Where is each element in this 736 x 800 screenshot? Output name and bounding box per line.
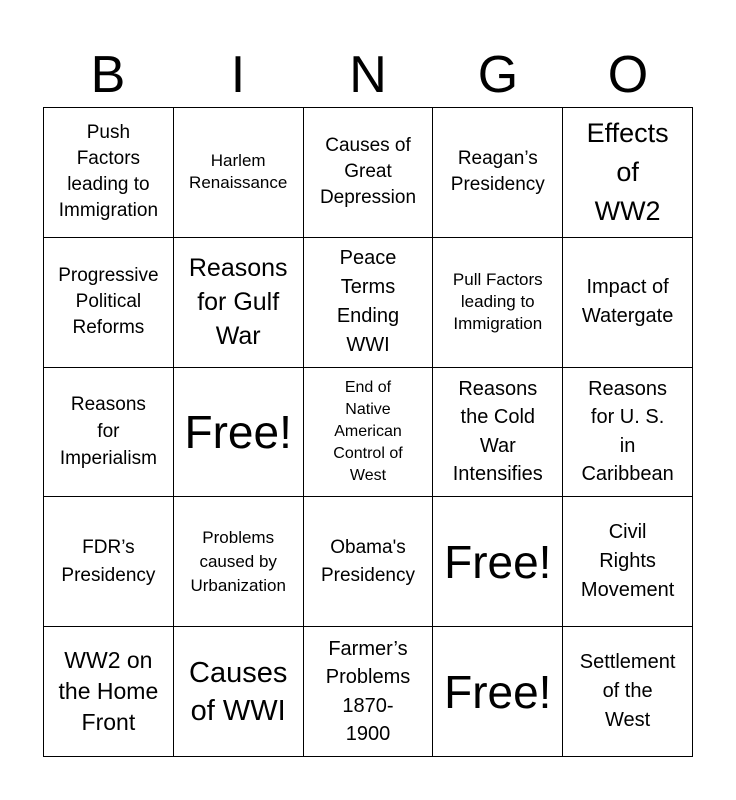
bingo-cell-r3-c3[interactable]	[304, 368, 434, 498]
cell-label: Reasons the Cold War Intensifies	[452, 377, 543, 486]
cell-label: Reagan’s Presidency	[450, 148, 545, 196]
header-letter-o: O	[607, 46, 649, 104]
bingo-cell-r4-c4[interactable]	[433, 497, 563, 627]
cell-label: WW2 on the Home Front	[58, 647, 159, 736]
bingo-cell-r1-c2[interactable]	[174, 108, 304, 238]
bingo-cell-r3-c2[interactable]	[174, 368, 304, 498]
cell-label: Push Factors leading to Immigration	[58, 122, 159, 222]
cell-label: Problems caused by Urbanization	[190, 527, 286, 595]
cell-label: Harlem Renaissance	[189, 151, 288, 193]
free-space: Free!	[184, 405, 292, 458]
header-letter-b: B	[90, 46, 126, 104]
bingo-cell-r1-c4[interactable]	[433, 108, 563, 238]
bingo-cell-r2-c1[interactable]	[44, 238, 174, 368]
bingo-cell-r3-c1[interactable]	[44, 368, 174, 498]
cell-label: Pull Factors leading to Immigration	[452, 270, 543, 334]
bingo-cell-r4-c2[interactable]	[174, 497, 304, 627]
cell-label: Progressive Political Reforms	[58, 265, 159, 339]
free-space: Free!	[444, 665, 552, 718]
header-letter-g: G	[477, 46, 519, 104]
bingo-cell-r2-c4[interactable]	[433, 238, 563, 368]
bingo-cell-r4-c5[interactable]	[563, 497, 693, 627]
bingo-grid	[43, 107, 693, 757]
bingo-cell-r2-c5[interactable]	[563, 238, 693, 368]
cell-label: Reasons for Gulf War	[188, 254, 288, 351]
cell-label: Impact of Watergate	[581, 276, 674, 328]
bingo-cell-r5-c5[interactable]	[563, 627, 693, 757]
cell-label: Causes of Great Depression	[319, 135, 417, 209]
cell-label: FDR’s Presidency	[61, 536, 156, 586]
bingo-cell-r3-c5[interactable]	[563, 368, 693, 498]
bingo-cell-r5-c3[interactable]	[304, 627, 434, 757]
bingo-cell-r4-c1[interactable]	[44, 497, 174, 627]
bingo-cell-r5-c1[interactable]	[44, 627, 174, 757]
bingo-cell-r1-c1[interactable]	[44, 108, 174, 238]
cell-label: Effects of WW2	[586, 117, 669, 226]
bingo-header	[43, 42, 693, 108]
bingo-cell-r4-c3[interactable]	[304, 497, 434, 627]
cell-label: Farmer’s Problems 1870- 1900	[325, 637, 411, 746]
cell-label: Reasons for Imperialism	[59, 394, 157, 470]
bingo-cell-r2-c2[interactable]	[174, 238, 304, 368]
cell-label: Civil Rights Movement	[580, 521, 675, 602]
bingo-cell-r1-c5[interactable]	[563, 108, 693, 238]
bingo-cell-r1-c3[interactable]	[304, 108, 434, 238]
bingo-cell-r3-c4[interactable]	[433, 368, 563, 498]
cell-label: Settlement of the West	[579, 651, 676, 732]
cell-label: End of Native American Control of West	[333, 378, 403, 484]
bingo-cell-r2-c3[interactable]	[304, 238, 434, 368]
header-letter-i: I	[230, 46, 246, 104]
cell-label: Obama's Presidency	[320, 536, 415, 586]
header-letter-n: N	[349, 46, 387, 104]
cell-label: Causes of WWI	[189, 656, 288, 727]
bingo-cell-r5-c4[interactable]	[433, 627, 563, 757]
bingo-cell-r5-c2[interactable]	[174, 627, 304, 757]
cell-label: Peace Terms Ending WWI	[336, 247, 400, 357]
free-space: Free!	[444, 535, 552, 588]
cell-label: Reasons for U. S. in Caribbean	[581, 377, 674, 486]
